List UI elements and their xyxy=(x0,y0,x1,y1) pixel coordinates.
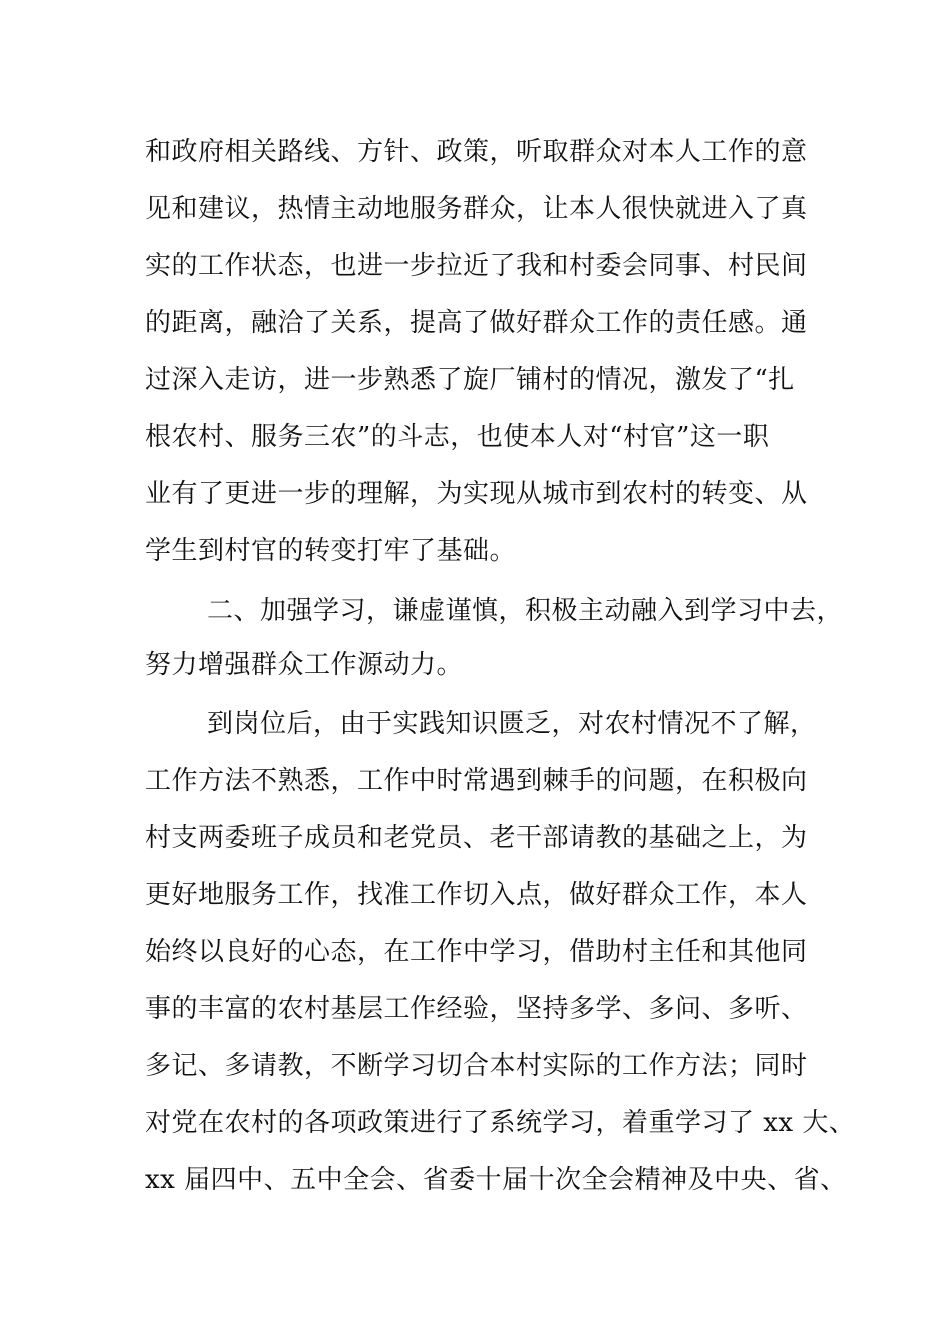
text-line: 见和建议，热情主动地服务群众，让本人很快就进入了真 xyxy=(145,194,808,224)
text-line: 学生到村官的转变打牢了基础。 xyxy=(145,536,517,566)
text-line: 对党在农村的各项政策进行了系统学习，着重学习了 xx 大、 xyxy=(145,1108,856,1138)
text-line: xx 届四中、五中全会、省委十届十次全会精神及中央、省、 xyxy=(145,1165,847,1195)
text-line: 努力增强群众工作源动力。 xyxy=(145,650,464,680)
text-line: 实的工作状态，也进一步拉近了我和村委会同事、村民间 xyxy=(145,251,808,281)
text-line: 根农村、服务三农”的斗志，也使本人对“村官”这一职 xyxy=(145,422,770,452)
text-line: 村支两委班子成员和老党员、老干部请教的基础之上，为 xyxy=(145,823,808,853)
section-heading: 二、加强学习，谦虚谨慎，积极主动融入到学习中去， xyxy=(207,596,844,626)
text-line: 业有了更进一步的理解，为实现从城市到农村的转变、从 xyxy=(145,479,808,509)
text-line: 更好地服务工作，找准工作切入点，做好群众工作，本人 xyxy=(145,880,808,910)
text-line: 多记、多请教，不断学习切合本村实际的工作方法；同时 xyxy=(145,1051,808,1081)
paragraph-first-line: 到岗位后，由于实践知识匮乏，对农村情况不了解， xyxy=(207,709,817,739)
text-line: 事的丰富的农村基层工作经验，坚持多学、多问、多听、 xyxy=(145,994,808,1024)
text-line: 工作方法不熟悉，工作中时常遇到棘手的问题，在积极向 xyxy=(145,766,808,796)
text-line: 的距离，融洽了关系，提高了做好群众工作的责任感。通 xyxy=(145,308,808,338)
text-line: 始终以良好的心态，在工作中学习，借助村主任和其他同 xyxy=(145,937,808,967)
text-line: 和政府相关路线、方针、政策，听取群众对本人工作的意 xyxy=(145,137,808,167)
text-line: 过深入走访，进一步熟悉了旋厂铺村的情况，激发了“扎 xyxy=(145,365,795,395)
